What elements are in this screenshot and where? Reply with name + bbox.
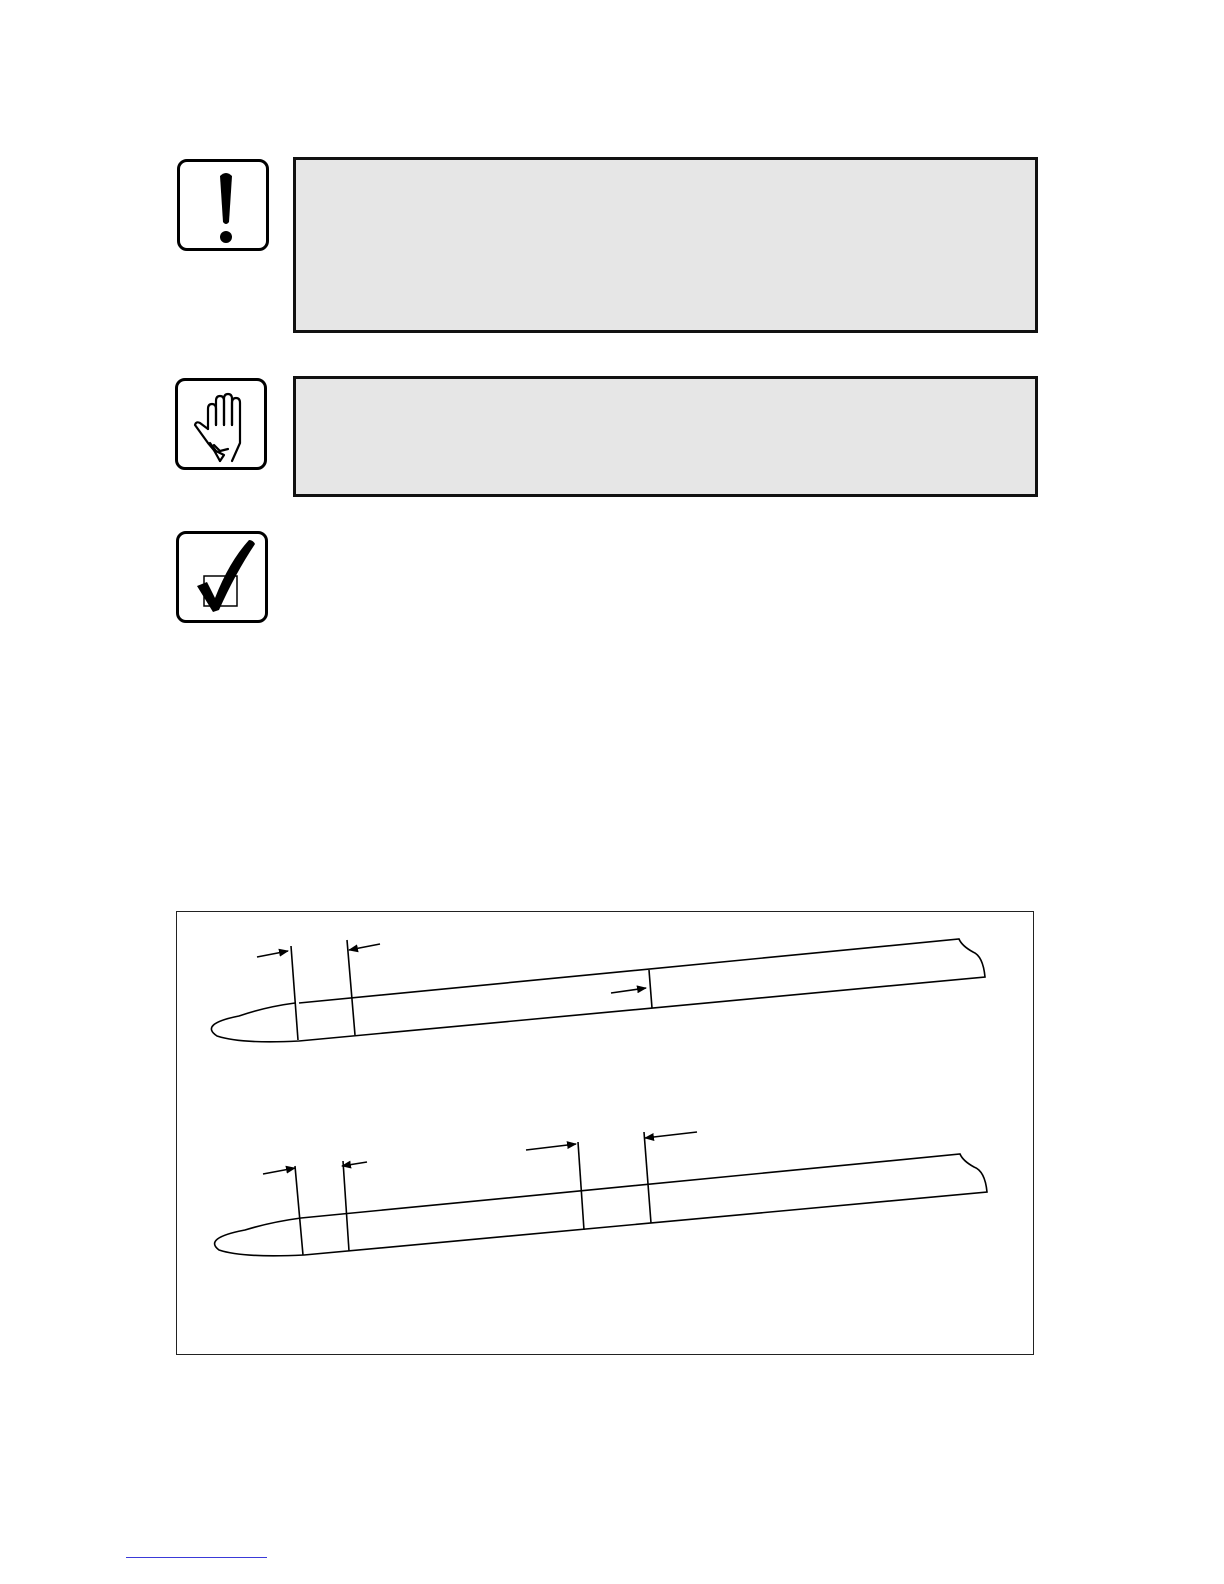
blade-figure [176, 911, 1034, 1355]
important-icon-box [177, 159, 269, 251]
footnote-rule [126, 1557, 267, 1558]
stop-hand-icon [178, 381, 270, 473]
important-callout [293, 157, 1038, 333]
blade-top [211, 939, 985, 1042]
caution-callout [293, 376, 1038, 497]
blade-diagram [177, 912, 1035, 1356]
check-icon-box [176, 531, 268, 623]
checkmark-icon [179, 534, 271, 626]
exclamation-icon [180, 162, 272, 254]
caution-icon-box [175, 378, 267, 470]
blade-bottom [215, 1132, 987, 1256]
